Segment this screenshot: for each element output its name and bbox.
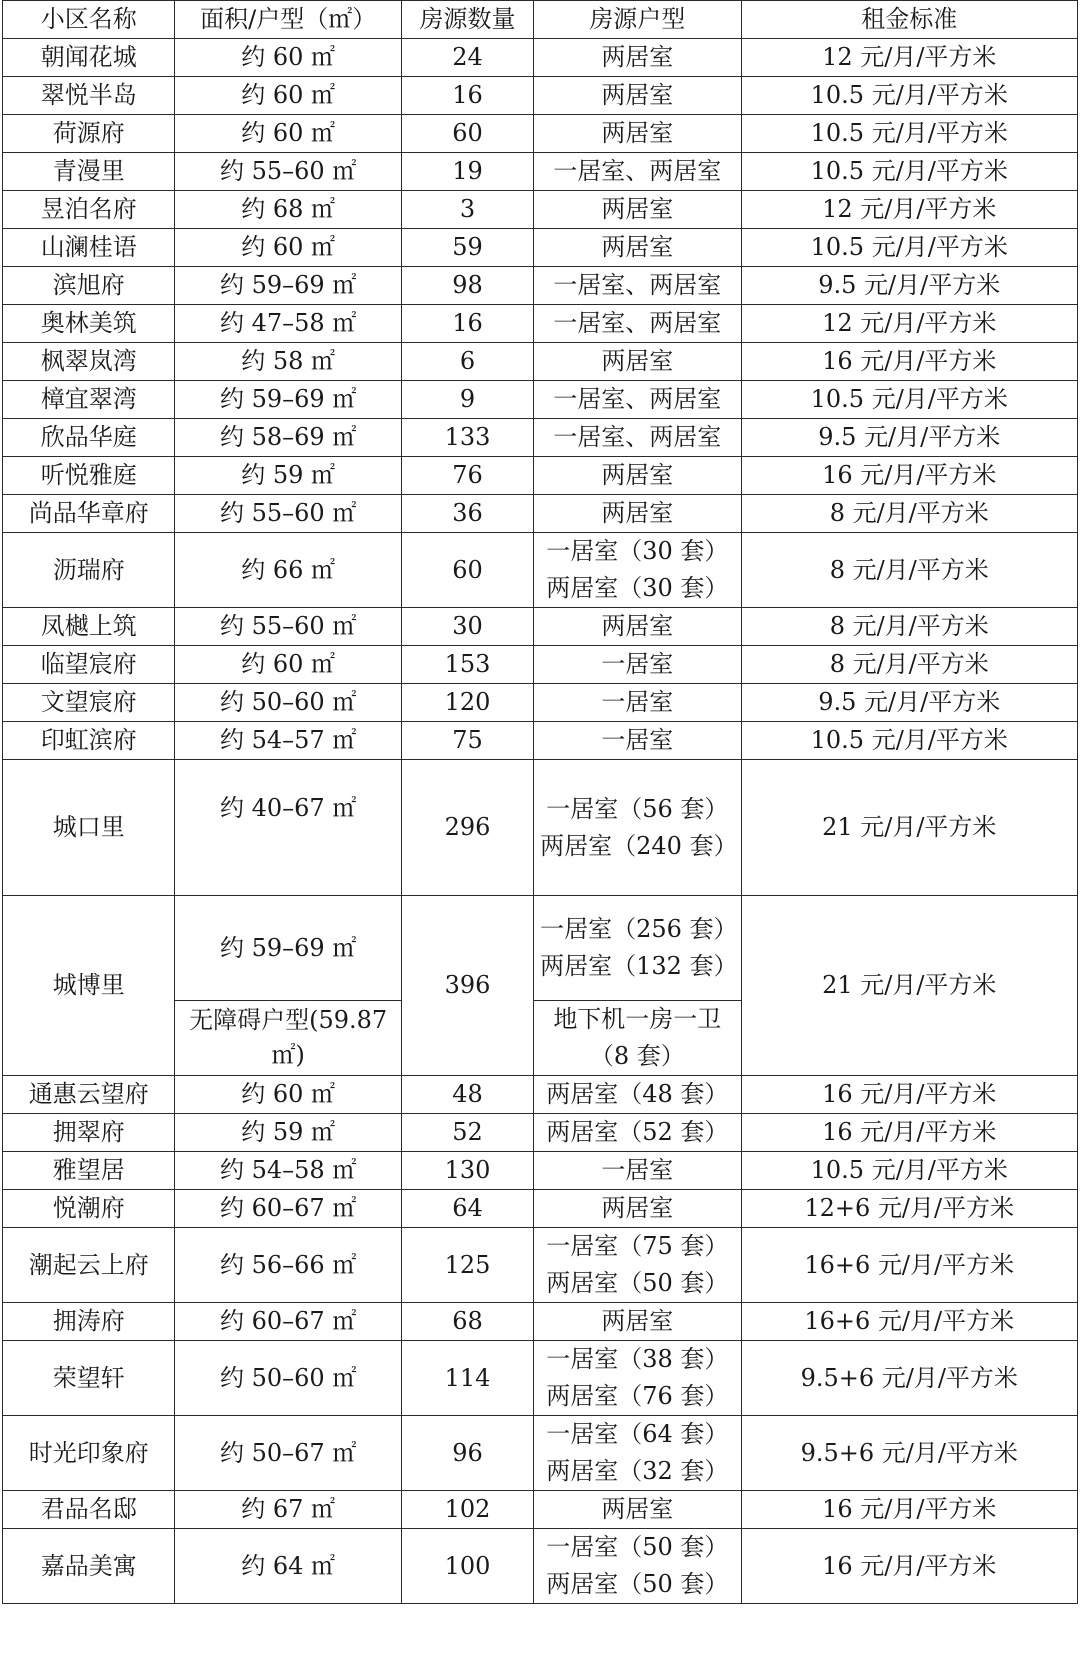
cell-type — [534, 533, 741, 608]
cell-type — [534, 608, 741, 646]
table-row — [3, 533, 1078, 608]
cell-area: 约 55–60 ㎡ — [175, 495, 401, 533]
cell-count: 102 — [401, 1491, 533, 1529]
cell-count: 36 — [401, 495, 533, 533]
cell-name: 潮起云上府 — [3, 1228, 175, 1303]
cell-rent: 12 元/月/平方米 — [741, 191, 1078, 229]
type-line: 一居室、两居室 — [553, 309, 722, 337]
cell-rent: 16 元/月/平方米 — [741, 1114, 1078, 1152]
cell-rent: 16 元/月/平方米 — [741, 457, 1078, 495]
cell-area: 约 54–58 ㎡ — [175, 1152, 401, 1190]
cell-count: 19 — [401, 153, 533, 191]
cell-type — [534, 419, 741, 457]
cell-type — [534, 229, 741, 267]
type-line: 两居室 — [601, 1495, 674, 1523]
cell-area: 约 66 ㎡ — [175, 533, 401, 608]
type-line: 两居室 — [601, 119, 674, 147]
cell-type — [534, 1303, 741, 1341]
cell-rent: 9.5 元/月/平方米 — [741, 684, 1078, 722]
cell-rent: 21 元/月/平方米 — [741, 760, 1078, 896]
type-line: 两居室 — [601, 461, 674, 489]
type-line: 两居室 — [601, 1307, 674, 1335]
cell-rent: 10.5 元/月/平方米 — [741, 229, 1078, 267]
table-row — [3, 191, 1078, 229]
cell-type — [534, 896, 741, 1001]
cell-name: 荣望轩 — [3, 1341, 175, 1416]
cell-name: 临望宸府 — [3, 646, 175, 684]
type-line: 两居室（240 套） — [540, 831, 738, 860]
table-row — [3, 1114, 1078, 1152]
cell-rent: 16+6 元/月/平方米 — [741, 1303, 1078, 1341]
cell-type — [534, 646, 741, 684]
table-row — [3, 39, 1078, 77]
cell-rent: 12+6 元/月/平方米 — [741, 1190, 1078, 1228]
cell-area: 约 59–69 ㎡ — [175, 267, 401, 305]
type-line: 两居室（48 套） — [546, 1080, 729, 1108]
cell-name: 昱泊名府 — [3, 191, 175, 229]
cell-count: 396 — [401, 896, 533, 1076]
col-header-area: 面积/户型（㎡） — [175, 1, 401, 39]
cell-area: 约 55–60 ㎡ — [175, 608, 401, 646]
type-line: 两居室 — [601, 43, 674, 71]
cell-name: 文望宸府 — [3, 684, 175, 722]
table-row — [3, 1190, 1078, 1228]
cell-rent: 16+6 元/月/平方米 — [741, 1228, 1078, 1303]
cell-rent: 8 元/月/平方米 — [741, 533, 1078, 608]
type-line: 两居室（132 套） — [540, 952, 738, 980]
cell-name: 悦潮府 — [3, 1190, 175, 1228]
cell-count: 120 — [401, 684, 533, 722]
cell-rent: 16 元/月/平方米 — [741, 1076, 1078, 1114]
cell-rent: 8 元/月/平方米 — [741, 608, 1078, 646]
cell-count: 133 — [401, 419, 533, 457]
cell-rent: 9.5+6 元/月/平方米 — [741, 1341, 1078, 1416]
cell-type — [534, 722, 741, 760]
table-row — [3, 381, 1078, 419]
cell-area: 约 64 ㎡ — [175, 1529, 401, 1604]
cell-name: 听悦雅庭 — [3, 457, 175, 495]
table-row — [3, 1228, 1078, 1303]
cell-count: 59 — [401, 229, 533, 267]
type-line: 两居室（76 套） — [546, 1382, 729, 1410]
cell-rent: 21 元/月/平方米 — [741, 896, 1078, 1076]
cell-area: 约 56–66 ㎡ — [175, 1228, 401, 1303]
table-row — [3, 684, 1078, 722]
cell-count: 64 — [401, 1190, 533, 1228]
cell-rent: 12 元/月/平方米 — [741, 39, 1078, 77]
type-line: 两居室 — [601, 612, 674, 640]
table-row — [3, 1152, 1078, 1190]
cell-name: 雅望居 — [3, 1152, 175, 1190]
cell-rent: 10.5 元/月/平方米 — [741, 115, 1078, 153]
type-line: 一居室（75 套） — [546, 1232, 729, 1260]
table-row — [3, 1076, 1078, 1114]
cell-type-basement — [534, 1001, 741, 1076]
cell-name: 青漫里 — [3, 153, 175, 191]
cell-type — [534, 1341, 741, 1416]
cell-type — [534, 684, 741, 722]
cell-area: 约 50–67 ㎡ — [175, 1416, 401, 1491]
cell-name: 山澜桂语 — [3, 229, 175, 267]
cell-area: 约 60 ㎡ — [175, 39, 401, 77]
cell-area: 约 60 ㎡ — [175, 115, 401, 153]
cell-count: 98 — [401, 267, 533, 305]
cell-area: 约 58 ㎡ — [175, 343, 401, 381]
cell-name: 欣品华庭 — [3, 419, 175, 457]
type-line: （8 套） — [589, 1042, 685, 1070]
cell-type — [534, 115, 741, 153]
cell-type — [534, 1152, 741, 1190]
type-line: 一居室（56 套） — [546, 794, 729, 823]
cell-count: 114 — [401, 1341, 533, 1416]
cell-rent: 16 元/月/平方米 — [741, 1491, 1078, 1529]
type-line: 一居室 — [601, 1156, 674, 1184]
table-row — [3, 153, 1078, 191]
cell-type — [534, 305, 741, 343]
cell-name: 荷源府 — [3, 115, 175, 153]
table-row — [3, 77, 1078, 115]
cell-type — [534, 77, 741, 115]
cell-area: 约 50–60 ㎡ — [175, 1341, 401, 1416]
type-line: 两居室（30 套） — [546, 574, 729, 602]
type-line: 两居室（50 套） — [546, 1570, 729, 1598]
type-line: 一居室（38 套） — [546, 1345, 729, 1373]
cell-rent: 9.5 元/月/平方米 — [741, 419, 1078, 457]
table-row — [3, 267, 1078, 305]
cell-rent: 9.5 元/月/平方米 — [741, 267, 1078, 305]
cell-area: 约 60 ㎡ — [175, 1076, 401, 1114]
cell-rent: 16 元/月/平方米 — [741, 1529, 1078, 1604]
table-row — [3, 1303, 1078, 1341]
cell-count: 96 — [401, 1416, 533, 1491]
cell-count: 153 — [401, 646, 533, 684]
cell-type — [534, 495, 741, 533]
table-row — [3, 646, 1078, 684]
cell-type — [534, 1190, 741, 1228]
cell-count: 30 — [401, 608, 533, 646]
cell-count: 130 — [401, 1152, 533, 1190]
cell-rent: 16 元/月/平方米 — [741, 343, 1078, 381]
cell-count: 60 — [401, 115, 533, 153]
type-line: 一居室 — [601, 650, 674, 678]
table-row — [3, 1491, 1078, 1529]
type-line: 两居室 — [601, 233, 674, 261]
type-line: 两居室 — [601, 81, 674, 109]
type-line: 一居室、两居室 — [553, 385, 722, 413]
type-line: 一居室 — [601, 726, 674, 754]
cell-count: 16 — [401, 305, 533, 343]
table-row-chengboli — [3, 896, 1078, 1001]
type-line: 两居室 — [601, 347, 674, 375]
type-line: 两居室（32 套） — [546, 1457, 729, 1485]
cell-area: 约 67 ㎡ — [175, 1491, 401, 1529]
type-line: 两居室 — [601, 1194, 674, 1222]
cell-rent: 10.5 元/月/平方米 — [741, 77, 1078, 115]
cell-rent: 9.5+6 元/月/平方米 — [741, 1416, 1078, 1491]
cell-count: 9 — [401, 381, 533, 419]
cell-area: 约 59 ㎡ — [175, 1114, 401, 1152]
cell-area: 约 55–60 ㎡ — [175, 153, 401, 191]
cell-area: 约 60 ㎡ — [175, 646, 401, 684]
cell-name: 印虹滨府 — [3, 722, 175, 760]
table-row — [3, 343, 1078, 381]
col-header-count: 房源数量 — [401, 1, 533, 39]
cell-area-accessible: 无障碍户型(59.87 ㎡) — [175, 1001, 401, 1076]
cell-name: 城博里 — [3, 896, 175, 1076]
header-row — [3, 1, 1078, 39]
table-row — [3, 722, 1078, 760]
cell-type — [534, 39, 741, 77]
cell-type — [534, 1416, 741, 1491]
type-line: 一居室、两居室 — [553, 157, 722, 185]
cell-area: 约 60 ㎡ — [175, 77, 401, 115]
cell-count: 6 — [401, 343, 533, 381]
cell-name: 滨旭府 — [3, 267, 175, 305]
cell-name: 奥林美筑 — [3, 305, 175, 343]
cell-area: 约 47–58 ㎡ — [175, 305, 401, 343]
type-line: 一居室（30 套） — [546, 537, 729, 565]
cell-name: 樟宜翠湾 — [3, 381, 175, 419]
cell-type — [534, 191, 741, 229]
cell-count: 52 — [401, 1114, 533, 1152]
cell-type — [534, 1114, 741, 1152]
cell-area: 约 60 ㎡ — [175, 229, 401, 267]
cell-area: 约 59 ㎡ — [175, 457, 401, 495]
cell-count: 3 — [401, 191, 533, 229]
type-line: 一居室、两居室 — [553, 271, 722, 299]
cell-type — [534, 760, 741, 896]
cell-rent: 12 元/月/平方米 — [741, 305, 1078, 343]
cell-count: 16 — [401, 77, 533, 115]
cell-name: 君品名邸 — [3, 1491, 175, 1529]
table-row — [3, 229, 1078, 267]
cell-name: 枫翠岚湾 — [3, 343, 175, 381]
cell-count: 68 — [401, 1303, 533, 1341]
cell-type — [534, 1076, 741, 1114]
table-row — [3, 305, 1078, 343]
cell-count: 125 — [401, 1228, 533, 1303]
cell-type — [534, 1491, 741, 1529]
cell-name: 通惠云望府 — [3, 1076, 175, 1114]
table-row — [3, 457, 1078, 495]
cell-count: 60 — [401, 533, 533, 608]
type-line: 两居室 — [601, 499, 674, 527]
cell-rent: 10.5 元/月/平方米 — [741, 153, 1078, 191]
cell-name: 朝闻花城 — [3, 39, 175, 77]
type-line: 两居室（52 套） — [546, 1118, 729, 1146]
table-row — [3, 1529, 1078, 1604]
cell-type — [534, 1228, 741, 1303]
col-header-name: 小区名称 — [3, 1, 175, 39]
cell-type — [534, 343, 741, 381]
cell-area: 约 54–57 ㎡ — [175, 722, 401, 760]
cell-type — [534, 267, 741, 305]
table-row — [3, 419, 1078, 457]
cell-rent: 10.5 元/月/平方米 — [741, 1152, 1078, 1190]
table-row — [3, 1341, 1078, 1416]
cell-type — [534, 1529, 741, 1604]
cell-area: 约 59–69 ㎡ — [175, 381, 401, 419]
cell-rent: 8 元/月/平方米 — [741, 646, 1078, 684]
cell-rent: 10.5 元/月/平方米 — [741, 722, 1078, 760]
table-row — [3, 495, 1078, 533]
rental-table — [2, 0, 1078, 1604]
cell-area: 约 40–67 ㎡ — [175, 760, 401, 896]
cell-count: 76 — [401, 457, 533, 495]
type-line: 两居室（50 套） — [546, 1269, 729, 1297]
type-line: 一居室 — [601, 688, 674, 716]
cell-area: 约 60–67 ㎡ — [175, 1303, 401, 1341]
cell-name: 尚品华章府 — [3, 495, 175, 533]
cell-name: 嘉品美寓 — [3, 1529, 175, 1604]
table-row — [3, 608, 1078, 646]
type-line: 一居室（256 套） — [540, 915, 738, 943]
type-line: 一居室、两居室 — [553, 423, 722, 451]
table-row — [3, 1416, 1078, 1491]
cell-type — [534, 153, 741, 191]
cell-area: 约 58–69 ㎡ — [175, 419, 401, 457]
cell-area: 约 50–60 ㎡ — [175, 684, 401, 722]
cell-count: 100 — [401, 1529, 533, 1604]
cell-count: 75 — [401, 722, 533, 760]
type-line: 两居室 — [601, 195, 674, 223]
cell-name: 时光印象府 — [3, 1416, 175, 1491]
cell-count: 48 — [401, 1076, 533, 1114]
type-line: 一居室（50 套） — [546, 1533, 729, 1561]
col-header-type: 房源户型 — [534, 1, 741, 39]
cell-name: 凤樾上筑 — [3, 608, 175, 646]
cell-name: 拥涛府 — [3, 1303, 175, 1341]
col-header-rent: 租金标准 — [741, 1, 1078, 39]
cell-name: 拥翠府 — [3, 1114, 175, 1152]
cell-area: 约 59–69 ㎡ — [175, 896, 401, 1001]
cell-count: 24 — [401, 39, 533, 77]
cell-name: 沥瑞府 — [3, 533, 175, 608]
type-line: 地下机一房一卫 — [553, 1005, 722, 1033]
cell-rent: 10.5 元/月/平方米 — [741, 381, 1078, 419]
cell-area: 约 68 ㎡ — [175, 191, 401, 229]
table-row-chengkouli — [3, 760, 1078, 896]
cell-name: 城口里 — [3, 760, 175, 896]
cell-area: 约 60–67 ㎡ — [175, 1190, 401, 1228]
cell-name: 翠悦半岛 — [3, 77, 175, 115]
cell-type — [534, 457, 741, 495]
type-line: 一居室（64 套） — [546, 1420, 729, 1448]
cell-rent: 8 元/月/平方米 — [741, 495, 1078, 533]
table-row — [3, 115, 1078, 153]
cell-count: 296 — [401, 760, 533, 896]
cell-type — [534, 381, 741, 419]
